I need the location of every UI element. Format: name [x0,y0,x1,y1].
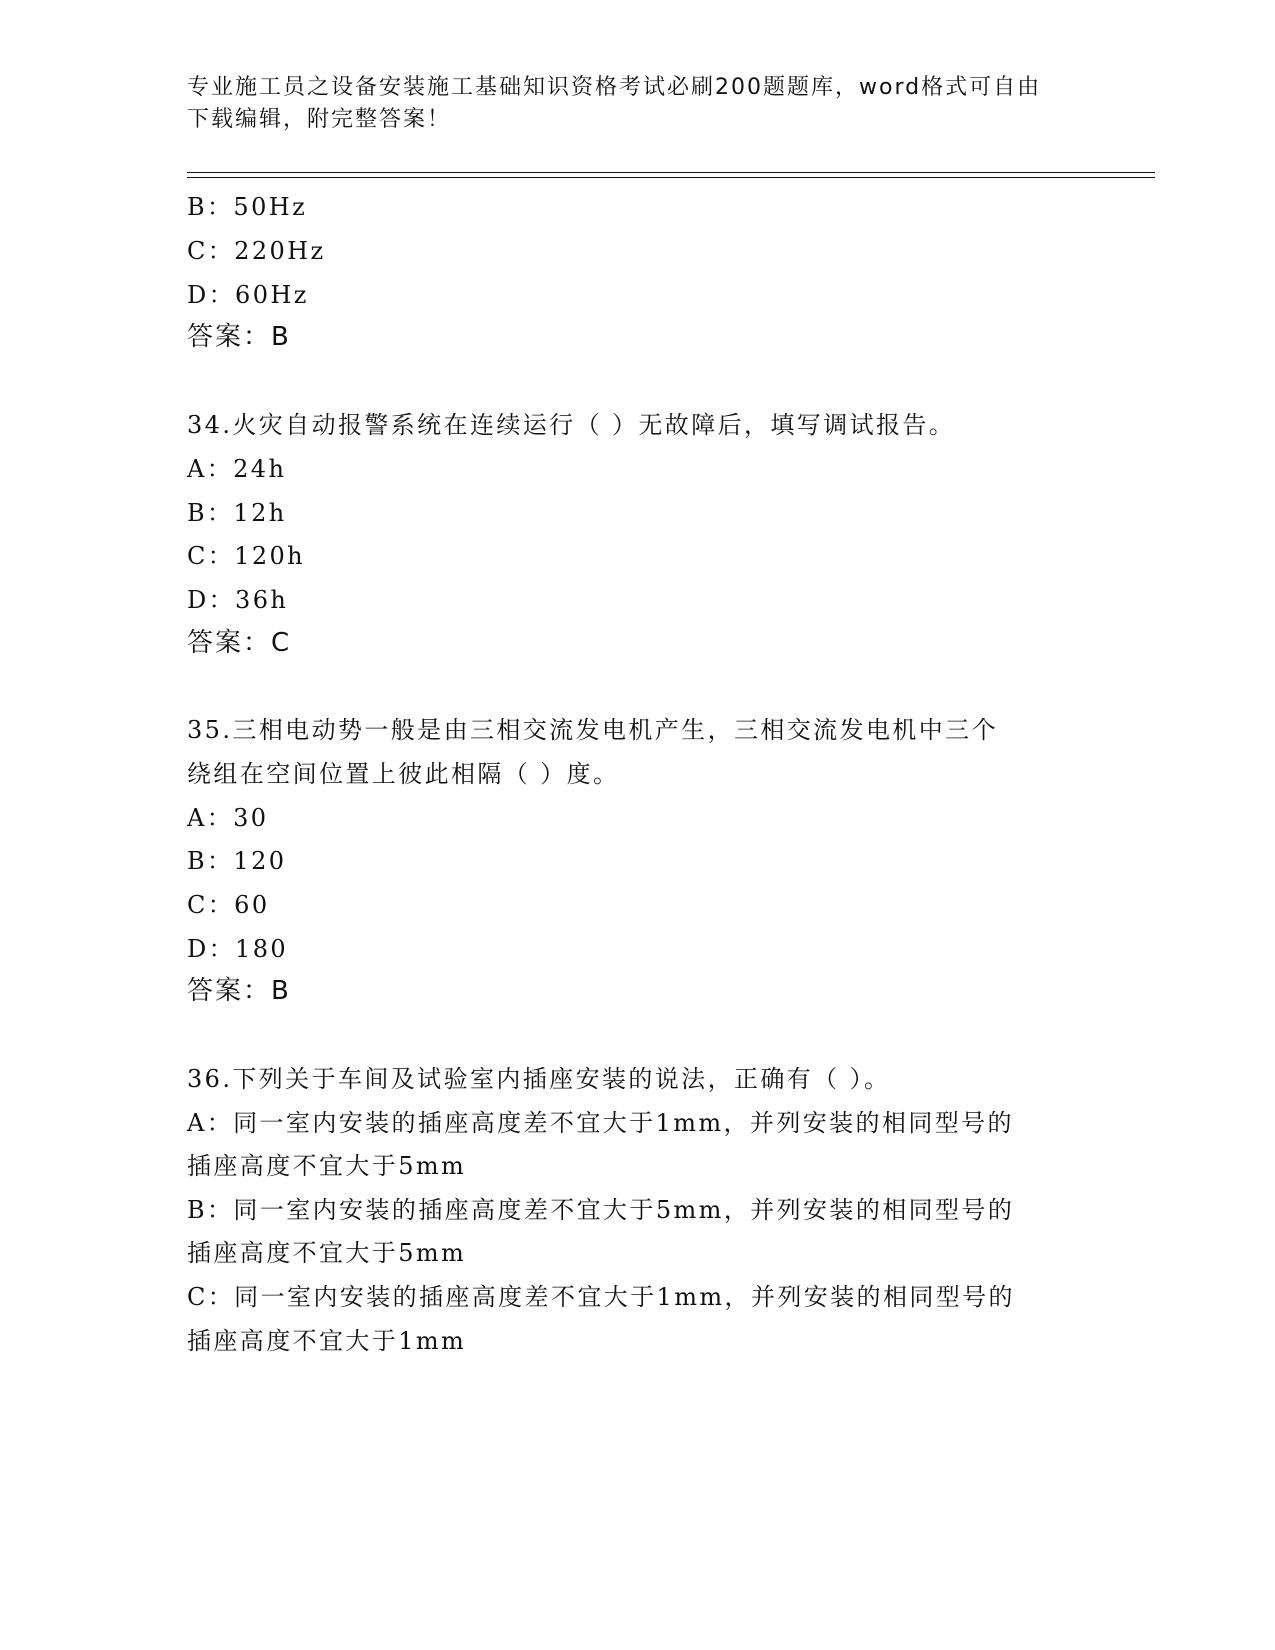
q35-question-line1: 35.三相电动势一般是由三相交流发电机产生，三相交流发电机中三个 [187,716,998,744]
q34-option-c: C：120h [187,542,306,570]
q36-option-a-line1: A：同一室内安装的插座高度差不宜大于1mm，并列安装的相同型号的 [187,1109,1014,1137]
q33-option-b: B：50Hz [187,193,308,221]
header-title-line2: 下载编辑，附完整答案！ [187,107,452,132]
q34-option-b: B：12h [187,499,287,527]
header-rule-bottom [187,177,1155,178]
q36-option-b-line2: 插座高度不宜大于5mm [187,1239,467,1267]
q36-option-b-line1: B：同一室内安装的插座高度差不宜大于5mm，并列安装的相同型号的 [187,1196,1015,1224]
q36-option-c-line1: C：同一室内安装的插座高度差不宜大于1mm，并列安装的相同型号的 [187,1283,1015,1311]
q35-option-b: B：120 [187,847,287,875]
q36-question: 36.下列关于车间及试验室内插座安装的说法，正确有（ ）。 [187,1065,891,1093]
q34-option-d: D：36h [187,586,289,614]
q36-option-c-line2: 插座高度不宜大于1mm [187,1327,467,1355]
q35-option-a: A：30 [187,804,269,832]
document-header [187,72,1087,136]
q33-answer: 答案：B [187,322,291,352]
q34-option-a: A：24h [187,455,287,483]
q35-option-d: D：180 [187,935,289,963]
q34-question: 34.火灾自动报警系统在连续运行（ ）无故障后，填写调试报告。 [187,411,956,439]
q35-option-c: C：60 [187,891,270,919]
q35-answer: 答案：B [187,976,291,1006]
header-rule-top [187,172,1155,173]
q34-answer: 答案：C [187,628,292,658]
q36-option-a-line2: 插座高度不宜大于5mm [187,1152,467,1180]
q33-option-c: C：220Hz [187,237,326,265]
header-title-line1: 专业施工员之设备安装施工基础知识资格考试必刷200题题库，word格式可自由 [187,75,1042,100]
q35-question-line2: 绕组在空间位置上彼此相隔（ ）度。 [187,760,620,788]
q33-option-d: D：60Hz [187,281,309,309]
